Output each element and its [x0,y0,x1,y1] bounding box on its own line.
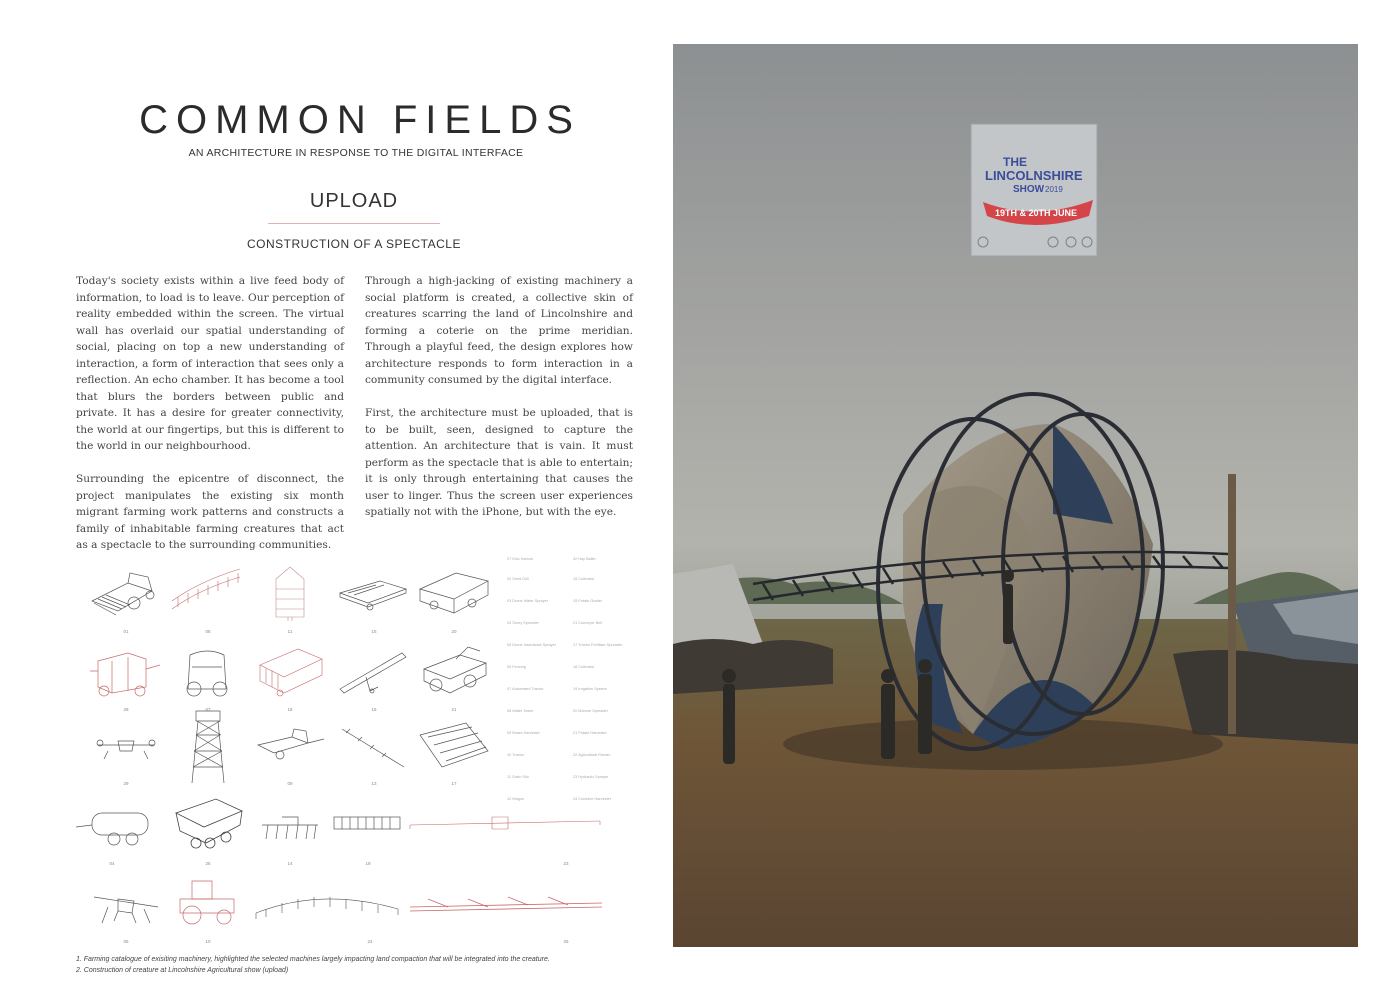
legend-number: 09 [507,731,512,735]
catalogue-number: 24 [367,939,373,944]
figure-captions [76,954,636,976]
irrigation-pipe-drawing [336,715,412,786]
legend-number: 24 [573,797,578,801]
body-column-right [365,273,633,537]
legend-number: 03 [507,599,512,603]
cultivator-icon [252,795,328,857]
legend-label: Agricultural Planter [578,753,611,757]
catalogue-number: 05 [123,939,129,944]
wagon-icon [416,563,492,625]
maize-harvester-drawing [252,715,328,786]
legend-label: Seed Drill [512,577,529,581]
cultivator-drawing [252,795,328,866]
drone-sprayer-icon [88,715,164,777]
section-title: UPLOAD [309,190,399,212]
legend-number: 07 [507,687,512,691]
legend-item [573,687,635,691]
irrigation-boom-icon [408,873,604,935]
automated-tractor-drawing [170,641,246,712]
automated-tractor-icon [170,641,246,703]
legend-label: Tractor [512,753,525,757]
legend-item [507,687,569,691]
grain-silo-drawing [252,563,328,634]
catalogue-number: 11 [287,629,293,634]
seed-drill-icon [336,563,412,625]
sign-the: THE [1003,155,1027,169]
potato-harvester-drawing [88,641,164,712]
legend-number: 17 [573,643,578,647]
legend-number: 05 [507,643,512,647]
spectacle-photo [673,44,1358,947]
catalogue-number: 14 [287,861,293,866]
legend-number: 11 [507,775,511,779]
grain-silo-icon [252,563,328,625]
tipper-trailer-icon [170,795,246,857]
legend-number: 23 [573,775,578,779]
legend-label: Wagon [512,797,525,801]
legend-label: Water Tower [512,709,534,713]
legend-item [507,753,569,757]
catalogue-number: 13 [371,781,377,786]
legend-item [507,731,569,735]
legend-number: 27 [507,557,512,561]
legend-label: Manure Spreader [578,709,608,713]
trailer-icon [252,641,328,703]
legend-number: 15 [573,599,578,603]
catalogue-number: 10 [205,939,211,944]
legend-item [573,709,635,713]
legend-number: 06 [507,665,512,669]
catalogue-number: 07 [205,707,211,712]
legend-label: Drone Insecticide Sprayer [512,643,556,647]
irrigation-boom-drawing [408,873,604,944]
legend-number: 15 [573,577,578,581]
legend-label: Hay Bailer [578,557,596,561]
legend-number: 22 [573,753,578,757]
slurry-tank-icon [74,795,160,857]
legend-item [507,797,569,801]
tractor-drawing [170,873,246,944]
body-paragraph: First, the architecture must be uploaded, that is to be built, seen, designed to capture the attention. An architecture that is vain. It must perform as the spectacle that is able to entertain; it is only through entertaining that causes the user to linger. Thus the screen user experiences spatially not with the iPhone, but with the eye. [365,407,633,518]
caption-line: 2. Construction of creature at Lincolnshire Agricultural show (upload) [76,967,289,974]
sign-dates: 19TH & 20TH JUNE [995,208,1078,218]
legend-item [507,665,569,669]
sign-year: 2019 [1045,185,1063,194]
legend-number: 18 [573,665,578,669]
crop-sprayer-icon [408,795,604,857]
legend-item [507,621,569,625]
legend-label: Automated Tractor [512,687,544,691]
legend-number: 02 [507,577,512,581]
combine-harvester-drawing [88,563,164,634]
catalogue-number: 04 [109,861,115,866]
legend-number: 19 [573,687,578,691]
legend-item [573,753,635,757]
legend-label: Disc Harrow [512,557,533,561]
catalogue-number: 18 [287,707,293,712]
legend-number: 12 [507,797,512,801]
conveyor-belt-drawing [336,641,412,712]
legend-item [507,775,569,779]
disc-harrow-icon [416,715,492,777]
legend-number: 20 [573,709,578,713]
legend-item [573,731,635,735]
legend-number: 04 [507,621,512,625]
catalogue-number: 19 [365,861,371,866]
page-subtitle: AN ARCHITECTURE IN RESPONSE TO THE DIGITAL INTERFACE [188,147,524,159]
wagon-drawing [416,563,492,634]
sign-name: LINCOLNSHIRE [985,168,1083,183]
crowd [1173,650,1358,744]
conveyor-belt-icon [336,641,412,703]
catalogue-number: 23 [563,861,569,866]
legend-label: Potato Grader [578,599,603,603]
tipper-trailer-drawing [170,795,246,866]
catalogue-number: 20 [451,629,457,634]
body-paragraph: Surrounding the epicentre of disconnect, the project manipulates the existing six month migrant farming work patterns and constructs a family of inhabitable farming creatures that act as a spectacle to the surrounding communities. [76,473,344,551]
seed-drill-drawing [336,563,412,634]
legend-number: 10 [507,753,512,757]
body-paragraph: Through a high-jacking of existing machinery a social platform is created, a collective skin of creatures scarring the land of Lincolnshire and forming a coterie on the prime meridian. Through a playful feed, the design explores how architecture responds to form interaction in a community consumed by the digital interface. [365,275,633,386]
catalogue-number: 09 [287,781,293,786]
legend-label: Maize Harvester [512,731,540,735]
catalogue-number: 16 [371,707,377,712]
legend-label: Grain Silo [512,775,529,779]
boom-sprayer-drawing [252,873,402,944]
trailer-drawing [252,641,328,712]
fencing-icon [170,563,246,625]
legend-item [573,665,635,669]
catalogue-number: 21 [451,707,457,712]
page-title: COMMON FIELDS [139,98,581,142]
legend-label: Fencing [512,665,526,669]
legend-item [507,557,569,561]
legend-number: 08 [507,709,512,713]
crop-sprayer-drawing [408,795,604,866]
fencing-drawing [170,563,246,634]
legend-item [573,643,635,647]
legend-label: Potato Harvester [578,731,607,735]
water-tower-drawing [170,707,246,787]
legend-label: Tractor Fertiliser Spreader [578,643,623,647]
catalogue-number: 25 [563,939,569,944]
legend-label: Cultivator [578,665,595,669]
irrigation-pipe-icon [336,715,412,777]
legend-item [573,577,635,581]
sign-show: SHOW [1013,184,1045,195]
planter-row-drawing [330,795,406,866]
legend-number: 21 [573,621,578,625]
water-tower-icon [170,707,246,787]
legend-item [507,577,569,581]
legend-label: Cultivator [578,577,595,581]
legend-item [507,643,569,647]
legend-label: Hydraulic Sprayer [578,775,609,779]
tractor-icon [170,873,246,935]
catalogue-number: 01 [123,629,129,634]
legend-item [507,599,569,603]
catalogue-number: 15 [371,629,377,634]
boom-sprayer-icon [252,873,402,935]
disc-harrow-drawing [416,715,492,786]
catalogue-number: 26 [205,861,211,866]
drone-insecticide-icon [88,873,164,935]
catalogue-number: 28 [123,707,129,712]
catalogue-number: 17 [451,781,457,786]
legend-item [507,709,569,713]
legend-number: 21 [573,731,578,735]
drone-insecticide-drawing [88,873,164,944]
slurry-tank-drawing [74,795,150,866]
catalogue-number: 29 [123,781,129,786]
section-divider [268,223,440,224]
legend-number: 32 [573,557,578,561]
legend-item [573,797,635,801]
drone-sprayer-drawing [88,715,164,786]
body-column-left [76,273,344,570]
legend-item [573,621,635,625]
legend-label: Combine Harvester [578,797,612,801]
legend-label: Conveyor Belt [578,621,603,625]
legend-label: Irrigation System [578,687,607,691]
legend-label: Slurry Spreader [512,621,539,625]
manure-spreader-icon [416,641,492,703]
legend-item [573,599,635,603]
section-subtitle: CONSTRUCTION OF A SPECTACLE [247,237,461,251]
manure-spreader-drawing [416,641,492,712]
maize-harvester-icon [252,715,328,777]
legend-item [573,557,635,561]
legend-item [573,775,635,779]
body-paragraph: Today's society exists within a live feed body of information, to load is to leave. Our perception of reality embedded within the screen. The virtual wall has overlaid our spatial understanding of social, placing on top a new understanding of interaction, a form of interaction that sees only a reflection. An echo chamber. It has become a tool that blurs the borders between public and private. It has a desire for greater connectivity, the world at our fingertips, but this is different to the world in our neighbourhood. [76,275,344,452]
show-sign [971,124,1097,256]
creature-photo-illustration [673,44,1358,947]
planter-row-icon [330,795,406,857]
catalogue-number: 08 [205,629,211,634]
caption-line: 1. Farming catalogue of exisiting machinery, highlighted the selected machines largely impacting land compaction that will be integrated into the creature. [76,956,550,963]
combine-harvester-icon [88,563,164,625]
pole [1228,474,1236,734]
potato-harvester-icon [88,641,164,703]
legend-label: Drone Water Sprayer [512,599,549,603]
